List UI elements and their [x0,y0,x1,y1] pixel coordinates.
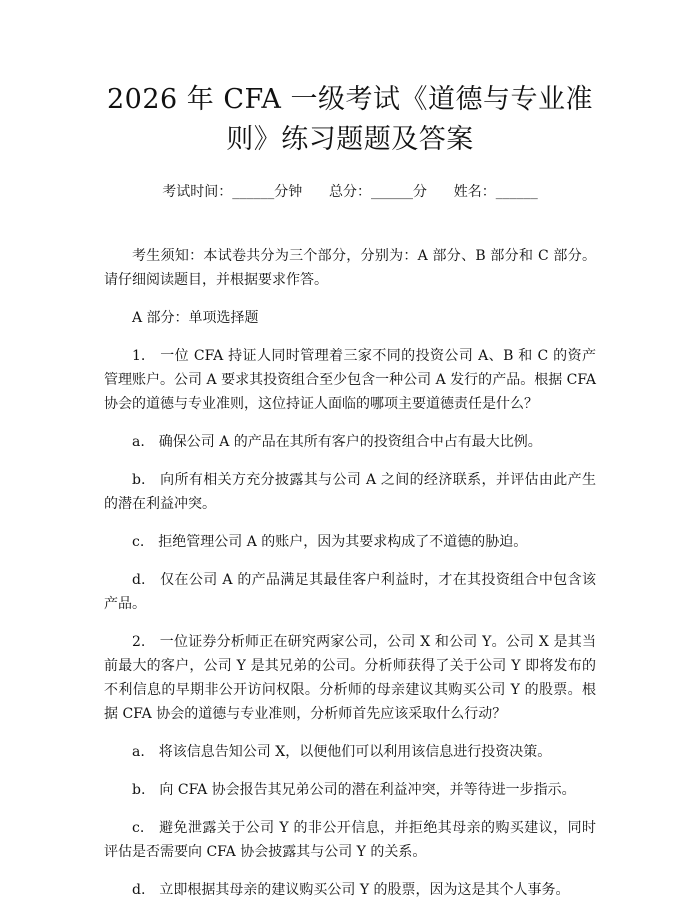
total-score: 总分：______分 [329,184,427,200]
question-1-option-a: a. 确保公司 A 的产品在其所有客户的投资组合中占有最大比例。 [132,434,542,450]
question-1-option-d: d. 仅在公司 A 的产品满足其最佳客户利益时，才在其投资组合中包含该产品。 [104,572,596,612]
exam-meta [104,182,596,202]
question-1-stem: 1. 一位 CFA 持证人同时管理着三家不同的投资公司 A、B 和 C 的资产管理账户。公司 A 要求其投资组合至少包含一种公司 A 发行的产品。根据 CFA 协会的道德与专业准则，这位持证人面临的哪项主要道德责任是什么？ [104,348,596,412]
section-a-heading: A 部分：单项选择题 [132,310,259,326]
question-2-option-c: c. 避免泄露关于公司 Y 的非公开信息，并拒绝其母亲的购买建议，同时评估是否需要向 CFA 协会披露其与公司 Y 的关系。 [104,820,596,860]
document-title: 2026 年 CFA 一级考试《道德与专业准则》练习题题及答案 [106,84,593,155]
question-1-option-b: b. 向所有相关方充分披露其与公司 A 之间的经济联系，并评估由此产生的潜在利益冲突。 [104,472,596,512]
question-2-stem: 2. 一位证券分析师正在研究两家公司，公司 X 和公司 Y。公司 X 是其当前最大的客户，公司 Y 是其兄弟的公司。分析师获得了关于公司 Y 即将发布的不利信息的早期非公开访问权限。分析师的母亲建议其购买公司 Y 的股票。根据 CFA 协会的道德与专业准则，分析师首先应该采取什么行动？ [104,634,596,722]
question-2-option-a: a. 将该信息告知公司 X，以便他们可以利用该信息进行投资决策。 [132,744,552,760]
question-1-option-c: c. 拒绝管理公司 A 的账户，因为其要求构成了不道德的胁迫。 [132,534,528,550]
exam-notice: 考生须知：本试卷共分为三个部分，分别为：A 部分、B 部分和 C 部分。请仔细阅读题目，并根据要求作答。 [104,248,596,288]
question-2-option-d: d. 立即根据其母亲的建议购买公司 Y 的股票，因为这是其个人事务。 [132,882,570,898]
examinee-name: 姓名：______ [453,184,538,200]
question-2-option-b: b. 向 CFA 协会报告其兄弟公司的潜在利益冲突，并等待进一步指示。 [132,782,576,798]
exam-time: 考试时间：______分钟 [162,184,303,200]
